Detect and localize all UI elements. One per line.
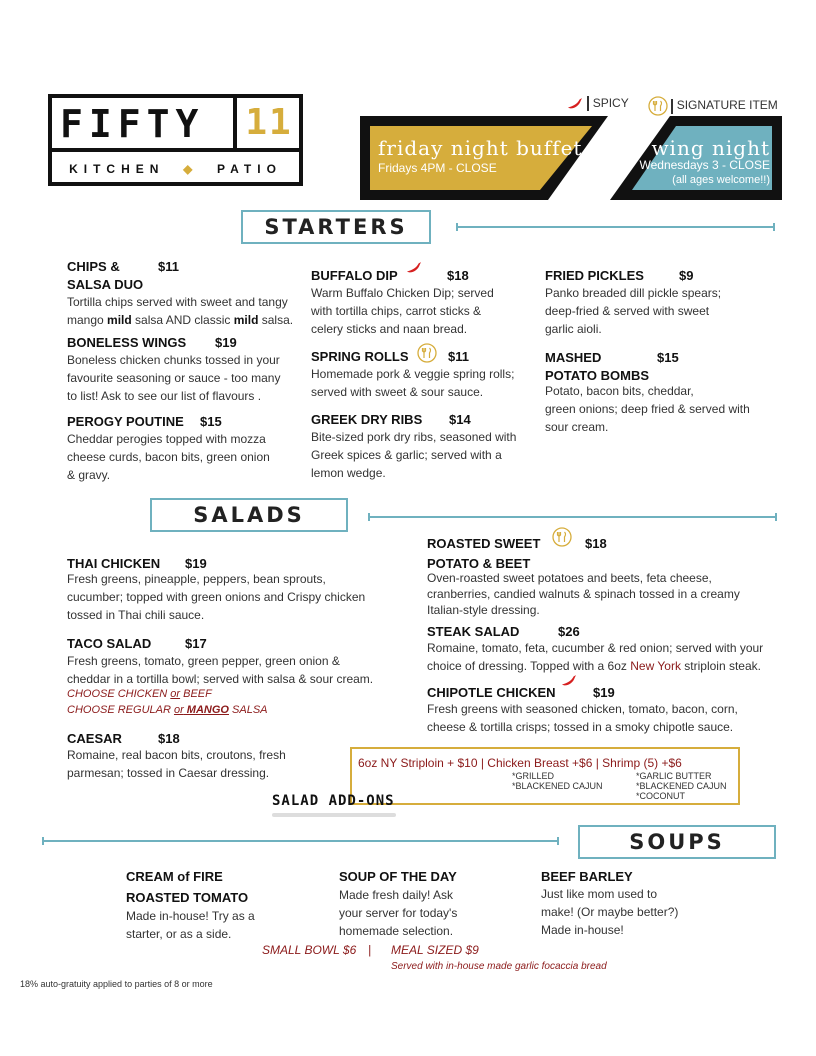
option-text: *BLACKENED CAJUN	[636, 781, 727, 791]
legend	[566, 96, 629, 111]
item-description: sour cream.	[545, 420, 609, 434]
logo-diamond-icon: ◆	[173, 162, 208, 176]
soup-description: homemade selection.	[339, 924, 454, 938]
soups-rule	[42, 840, 558, 842]
item-name: THAI CHICKEN	[67, 556, 161, 571]
restaurant-logo	[48, 94, 303, 186]
item-name: POTATO BOMBS	[545, 368, 649, 383]
item-price: $15	[200, 414, 222, 429]
item-name: CHIPOTLE CHICKEN	[427, 685, 556, 700]
salads-header: SALADS	[150, 498, 348, 532]
item-price: $19	[593, 685, 615, 700]
item-description: tossed in Thai chili sauce.	[67, 608, 205, 622]
logo-divider	[233, 98, 237, 148]
item-price: $11	[158, 259, 179, 274]
option-text: *BLACKENED CAJUN	[512, 781, 603, 791]
item-description: Romaine, real bacon bits, croutons, fresh	[67, 748, 286, 762]
legend-signature	[648, 96, 778, 116]
chili-pepper-icon	[560, 674, 578, 688]
item-description: Warm Buffalo Chicken Dip; served	[311, 286, 494, 300]
soup-name: SOUP OF THE DAY	[339, 869, 457, 884]
item-description	[427, 657, 761, 675]
choice-bold: MANGO	[183, 704, 229, 716]
fork-knife-icon	[417, 343, 437, 363]
desc-text: salsa.	[258, 313, 294, 327]
item-description: celery sticks and naan bread.	[311, 322, 468, 336]
item-description: cheese curds, bacon bits, green onion	[67, 450, 270, 464]
item-price: $19	[185, 556, 207, 571]
starters-rule	[456, 226, 774, 228]
soup-description: Made fresh daily! Ask	[339, 888, 454, 902]
item-price: $9	[679, 268, 694, 283]
choice-text: CHOOSE REGULAR	[67, 704, 174, 716]
choice-text: SALSA	[228, 704, 268, 716]
desc-highlight: New York	[630, 659, 681, 673]
soup-name: ROASTED TOMATO	[126, 890, 249, 905]
choice-text: BEEF	[180, 688, 212, 700]
starters-header: STARTERS	[241, 210, 431, 244]
item-name: BONELESS WINGS	[67, 335, 187, 350]
soup-description: starter, or as a side.	[126, 927, 232, 941]
soup-description: Made in-house! Try as a	[126, 909, 255, 923]
item-name: CHIPS &	[67, 259, 120, 274]
soup-size-small: SMALL BOWL $6	[262, 943, 357, 957]
desc-text: striploin steak.	[680, 659, 761, 673]
gratuity-note: 18% auto-gratuity applied to parties of 8 or more	[20, 979, 213, 989]
item-price: $18	[585, 536, 607, 551]
item-name: CAESAR	[67, 731, 122, 746]
salads-rule	[368, 516, 776, 518]
item-name: MASHED	[545, 350, 602, 365]
item-description: Cheddar perogies topped with mozza	[67, 432, 266, 446]
logo-sub-right: PATIO	[217, 162, 282, 176]
item-description: cheese & tortilla crisps; tossed in a smoky chipotle sauce.	[427, 720, 734, 734]
item-description: Romaine, tomato, feta, cucumber & red onion; served with your	[427, 641, 764, 655]
item-description: deep-fried & served with sweet	[545, 304, 710, 318]
item-name: TACO SALAD	[67, 636, 152, 651]
item-name: GREEK DRY RIBS	[311, 412, 423, 427]
buffet-hours: Fridays 4PM - CLOSE	[378, 161, 497, 175]
wing-note: (all ages welcome!!)	[672, 174, 770, 186]
desc-bold: mild	[233, 313, 259, 327]
item-price: $15	[657, 350, 679, 365]
item-description: to list! Ask to see our list of flavours .	[67, 389, 262, 403]
item-price: $18	[447, 268, 469, 283]
addons-label-shadow	[272, 813, 396, 817]
item-price: $18	[158, 731, 180, 746]
option-text: *GRILLED	[512, 771, 555, 781]
rule-tick	[456, 223, 458, 231]
desc-text: choice of dressing. Topped with a 6oz	[427, 659, 631, 673]
item-price: $11	[448, 349, 469, 364]
soup-description: Made in-house!	[541, 923, 624, 937]
wing-title: wing night	[651, 136, 770, 160]
soup-name: CREAM of FIRE	[126, 869, 223, 884]
item-name: PEROGY POUTINE	[67, 414, 184, 429]
desc-text: mango	[67, 313, 108, 327]
item-description: with tortilla chips, carrot sticks &	[311, 304, 482, 318]
item-price: $14	[449, 412, 471, 427]
item-description: garlic aioli.	[545, 322, 602, 336]
legend-divider	[587, 96, 589, 111]
soup-size-meal: MEAL SIZED $9	[391, 943, 479, 957]
soup-description: make! (Or maybe better?)	[541, 905, 679, 919]
choice-text: CHOOSE CHICKEN	[67, 688, 171, 700]
item-price: $19	[215, 335, 237, 350]
logo-sub-left: KITCHEN	[69, 162, 165, 176]
item-description: cucumber; topped with green onions and Crispy chicken	[67, 590, 366, 604]
option-text: *COCONUT	[636, 791, 685, 801]
item-description: Boneless chicken chunks tossed in your	[67, 353, 280, 367]
legend-spicy-label: SPICY	[592, 96, 629, 110]
item-description: Potato, bacon bits, cheddar,	[545, 384, 694, 398]
item-name: ROASTED SWEET	[427, 536, 541, 551]
item-description: cheddar in a tortilla bowl; served with salsa & sour cream.	[67, 672, 374, 686]
choice-or: or	[170, 688, 181, 700]
item-description: Fresh greens, tomato, green pepper, green onion &	[67, 654, 340, 668]
addons-prices: 6oz NY Striploin + $10 | Chicken Breast +$6 | Shrimp (5) +$6	[358, 756, 682, 770]
soup-bread-note: Served with in-house made garlic focaccia bread	[391, 961, 607, 972]
soups-header: SOUPS	[578, 825, 776, 859]
desc-text: salsa AND classic	[131, 313, 234, 327]
item-description: green onions; deep fried & served with	[545, 402, 750, 416]
choice-note	[67, 704, 268, 716]
wing-hours: Wednesdays 3 - CLOSE	[639, 158, 770, 172]
rule-tick	[368, 513, 370, 521]
item-description: Fresh greens with seasoned chicken, tomato, bacon, corn,	[427, 702, 738, 716]
addons-label: SALAD ADD-ONS	[272, 793, 395, 809]
item-description: Oven-roasted sweet potatoes and beets, feta cheese,	[427, 571, 712, 585]
logo-top-band	[52, 98, 299, 152]
soup-name: BEEF BARLEY	[541, 869, 633, 884]
legend-signature-label: SIGNATURE ITEM	[676, 98, 778, 113]
desc-bold: mild	[107, 313, 132, 327]
buffet-title: friday night buffet	[378, 136, 583, 160]
item-description: Tortilla chips served with sweet and tangy	[67, 295, 288, 309]
rule-tick	[557, 837, 559, 845]
item-price: $17	[185, 636, 207, 651]
item-name: SPRING ROLLS	[311, 349, 409, 364]
fork-knife-icon	[648, 96, 668, 116]
choice-note	[67, 688, 212, 700]
buffet-banner	[360, 116, 610, 200]
item-description: Italian-style dressing.	[427, 603, 540, 617]
legend-divider	[671, 99, 673, 114]
shrimp-options	[636, 771, 727, 801]
logo-number: 11	[245, 102, 293, 143]
logo-word: FIFTY	[60, 102, 205, 146]
item-description: lemon wedge.	[311, 466, 386, 480]
item-name: BUFFALO DIP	[311, 268, 398, 283]
soup-description: Just like mom used to	[541, 887, 658, 901]
rule-tick	[775, 513, 777, 521]
rule-tick	[42, 837, 44, 845]
item-description: Homemade pork & veggie spring rolls;	[311, 367, 515, 381]
item-name: FRIED PICKLES	[545, 268, 644, 283]
item-description	[67, 311, 293, 329]
chicken-options	[512, 771, 603, 791]
item-description: & gravy.	[67, 468, 111, 482]
item-description: Fresh greens, pineapple, peppers, bean sprouts,	[67, 572, 326, 586]
item-description: parmesan; tossed in Caesar dressing.	[67, 766, 270, 780]
item-name: STEAK SALAD	[427, 624, 520, 639]
choice-or: or	[173, 704, 184, 716]
soup-description: your server for today's	[339, 906, 458, 920]
fork-knife-icon	[552, 527, 572, 547]
item-description: Panko breaded dill pickle spears;	[545, 286, 722, 300]
logo-subtitle	[52, 154, 299, 184]
wing-banner	[610, 116, 782, 200]
rule-tick	[773, 223, 775, 231]
item-description: Greek spices & garlic; served with a	[311, 448, 502, 462]
chili-pepper-icon	[566, 97, 584, 111]
item-name: POTATO & BEET	[427, 556, 531, 571]
option-text: *GARLIC BUTTER	[636, 771, 712, 781]
item-name: SALSA DUO	[67, 277, 144, 292]
item-price: $26	[558, 624, 580, 639]
chili-pepper-icon	[405, 261, 423, 275]
soup-size-divider: |	[368, 943, 372, 957]
addons-underline	[398, 803, 740, 805]
item-description: favourite seasoning or sauce - too many	[67, 371, 281, 385]
item-description: Bite-sized pork dry ribs, seasoned with	[311, 430, 517, 444]
item-description: served with sweet & sour sauce.	[311, 385, 484, 399]
item-description: cranberries, candied walnuts & spinach tossed in a creamy	[427, 587, 740, 601]
